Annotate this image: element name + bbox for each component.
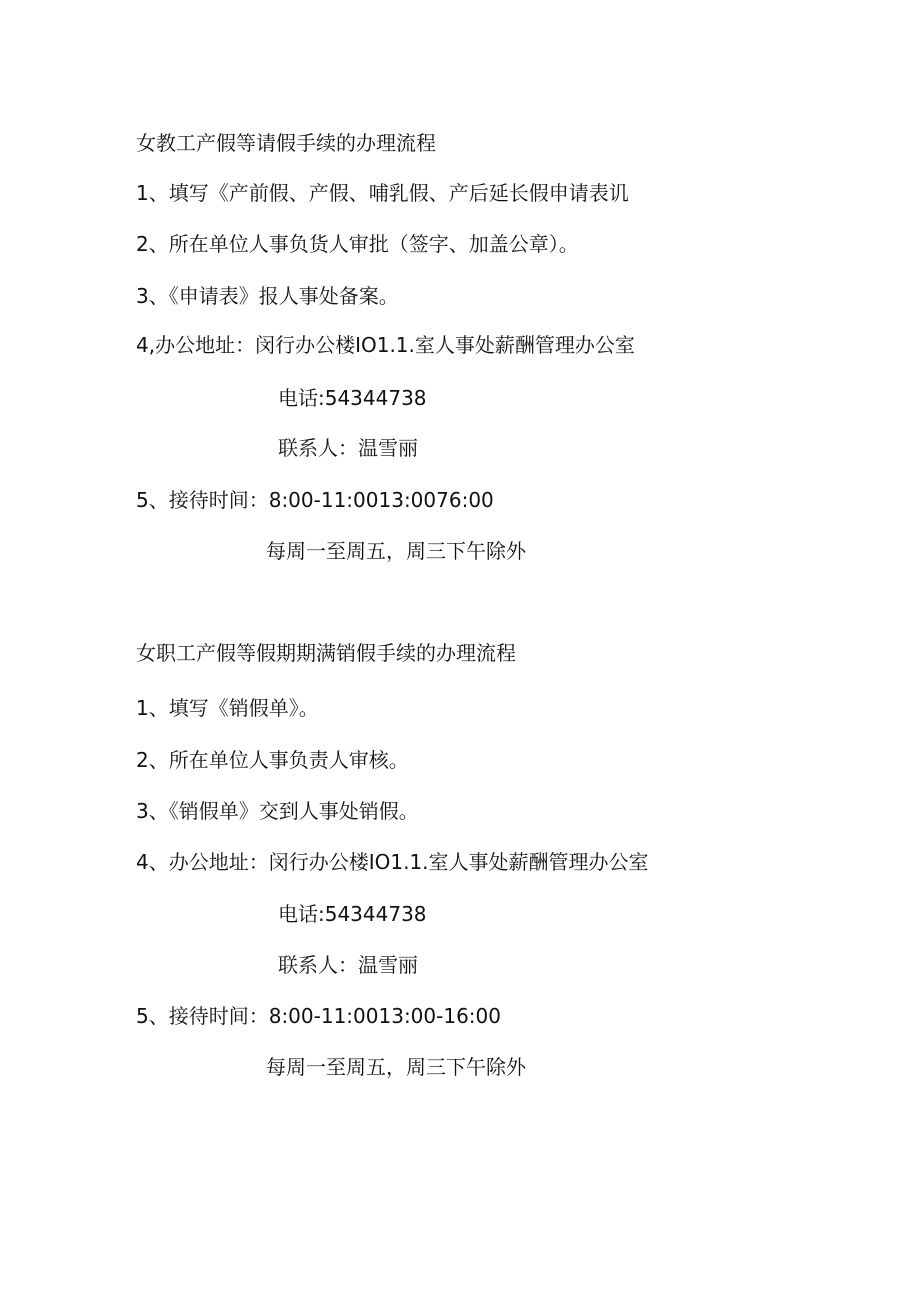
section-2-item-4: 4、办公地址：闵行办公楼IO1.1.室人事处薪酬管理办公室 [136, 850, 649, 874]
section-1-item-4: 4,办公地址：闵行办公楼IO1.1.室人事处薪酬管理办公室 [136, 333, 635, 357]
section-2-phone: 电话:54344738 [278, 902, 427, 926]
section-2-title: 女职工产假等假期期满销假手续的办理流程 [136, 641, 516, 665]
section-2-item-1: 1、填写《销假单》。 [136, 696, 319, 720]
section-2-item-5: 5、接待时间：8:00-11:0013:00-16:00 [136, 1004, 501, 1028]
section-1-item-2: 2、所在单位人事负货人审批（签字、加盖公章）。 [136, 232, 579, 256]
section-2-contact: 联系人：温雪丽 [278, 953, 418, 977]
section-1-phone: 电话:54344738 [278, 386, 427, 410]
section-2-item-2: 2、所在单位人事负责人审核。 [136, 748, 409, 772]
section-2-item-3: 3、《销假单》交到人事处销假。 [136, 799, 419, 823]
section-1-item-1: 1、填写《产前假、产假、哺乳假、产后延长假申请表讥 [136, 181, 629, 205]
section-1-item-5: 5、接待时间：8:00-11:0013:0076:00 [136, 488, 494, 512]
section-1-contact: 联系人：温雪丽 [278, 436, 418, 460]
section-1-item-3: 3、《申请表》报人事处备案。 [136, 284, 399, 308]
section-1-title: 女教工产假等请假手续的办理流程 [136, 131, 436, 155]
section-1-schedule: 每周一至周五，周三下午除外 [266, 539, 526, 563]
section-2-schedule: 每周一至周五，周三下午除外 [266, 1055, 526, 1079]
